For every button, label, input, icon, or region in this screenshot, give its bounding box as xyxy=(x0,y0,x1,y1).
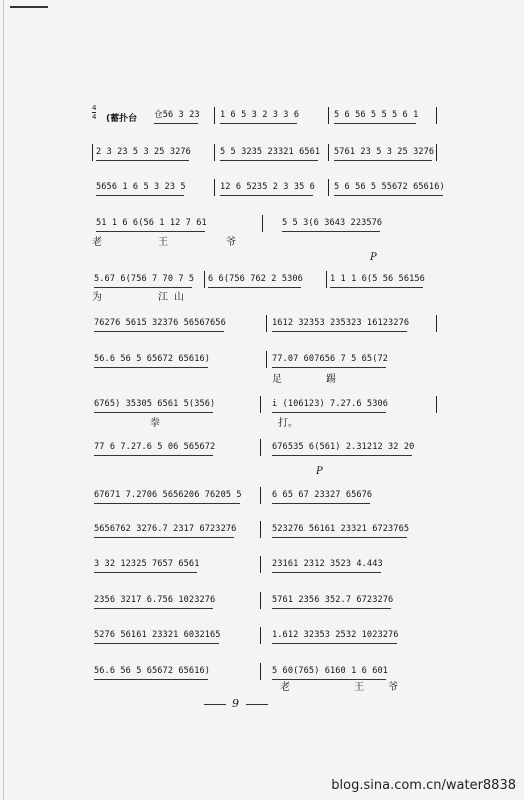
lyric: 老 xyxy=(280,682,290,693)
barline xyxy=(204,271,205,288)
barline xyxy=(266,315,267,332)
barline xyxy=(328,179,329,196)
measure: 6 6(756 762 2 5306 xyxy=(208,274,303,284)
measure: 2356 3217 6.756 1023276 xyxy=(94,595,216,605)
measure: 523276 56161 23321 6723765 xyxy=(272,524,410,534)
lyric: 拳 xyxy=(150,418,160,429)
page-number: 9 xyxy=(232,697,239,710)
score-line xyxy=(92,553,442,577)
barline xyxy=(260,521,261,538)
barline xyxy=(328,107,329,124)
lyric: 王 xyxy=(354,682,364,693)
measure: 仓56 3 23 xyxy=(154,110,200,120)
lyric: 打。 xyxy=(278,418,298,429)
measure: 5 6 56 5 55672 65616) xyxy=(334,182,445,192)
score-line xyxy=(92,348,442,372)
measure: 5276 56161 23321 6032165 xyxy=(94,630,221,640)
score-sheet xyxy=(92,0,445,800)
lyric: 王 xyxy=(158,237,168,248)
score-line xyxy=(92,660,442,684)
score-line xyxy=(92,176,445,200)
barline xyxy=(328,144,329,161)
lyric: 爷 xyxy=(226,237,236,248)
measure: 3 32 12325 7657 6561 xyxy=(94,559,200,569)
lyric: 江 xyxy=(158,292,168,303)
barline xyxy=(260,663,261,680)
measure: 77 6 7.27.6 5 06 565672 xyxy=(94,442,216,452)
lyric: 踢 xyxy=(326,374,336,385)
page-edge xyxy=(3,0,4,800)
measure: 5 60(765) 6160 1 6 601 xyxy=(272,666,389,676)
dynamic-marking: P xyxy=(370,252,377,263)
barline xyxy=(266,351,267,368)
watermark: blog.sina.com.cn/water8838 xyxy=(331,778,516,793)
measure: 2 3 23 5 3 25 3276 xyxy=(96,147,191,157)
barline xyxy=(436,144,437,161)
measure: 56.6 56 5 65672 65616) xyxy=(94,354,211,364)
score-line xyxy=(92,141,442,165)
barline xyxy=(262,215,263,232)
measure: 5656 1 6 5 3 23 5 xyxy=(96,182,186,192)
score-line xyxy=(92,436,442,460)
barline xyxy=(214,144,215,161)
barline xyxy=(260,592,261,609)
score-line xyxy=(92,484,442,508)
intro-label: (蓄扑台 xyxy=(106,114,138,124)
measure: 1 1 1 6(5 56 56156 xyxy=(330,274,425,284)
score-line xyxy=(92,589,442,613)
barline xyxy=(436,396,437,413)
lyric: 为 xyxy=(92,292,102,303)
measure: 6 65 67 23327 65676 xyxy=(272,490,373,500)
barline xyxy=(436,315,437,332)
barline xyxy=(260,556,261,573)
barline xyxy=(436,107,437,124)
measure: 676535 6(561) 2.31212 32 20 xyxy=(272,442,415,452)
measure: 1612 32353 235323 16123276 xyxy=(272,318,410,328)
barline xyxy=(326,271,327,288)
measure: 51 1 6 6(56 1 12 7 61 xyxy=(96,218,207,228)
barline xyxy=(92,144,93,161)
barline xyxy=(260,487,261,504)
measure: 5761 2356 352.7 6723276 xyxy=(272,595,394,605)
barline xyxy=(214,107,215,124)
score-line xyxy=(92,268,442,292)
measure: 56.6 56 5 65672 65616) xyxy=(94,666,211,676)
measure: 1.612 32353 2532 1023276 xyxy=(272,630,399,640)
measure: 5761 23 5 3 25 3276 xyxy=(334,147,435,157)
lyric: 老 xyxy=(92,237,102,248)
measure: 67671 7.2706 5656206 76205 5 xyxy=(94,490,242,500)
measure: 23161 2312 3523 4.443 xyxy=(272,559,383,569)
score-line xyxy=(92,518,442,542)
score-line xyxy=(92,104,442,128)
barline xyxy=(214,179,215,196)
measure: 12 6 5235 2 3 35 6 xyxy=(220,182,315,192)
dynamic-marking: P xyxy=(316,466,323,477)
measure: 5 5 3235 23321 6561 xyxy=(220,147,321,157)
measure: 77.07 607656 7 5 65(72 xyxy=(272,354,389,364)
page-number-dash xyxy=(204,704,226,705)
score-line xyxy=(92,624,442,648)
score-line xyxy=(92,393,442,417)
measure: 5 5 3(6 3643 223576 xyxy=(282,218,383,228)
measure: 6765) 35305 6561 5(356) xyxy=(94,399,216,409)
score-line xyxy=(92,212,442,236)
time-signature: 4 4 xyxy=(92,104,97,121)
barline xyxy=(260,627,261,644)
score-line xyxy=(92,312,442,336)
measure: 76276 5615 32376 56567656 xyxy=(94,318,226,328)
lyric: 山 xyxy=(174,292,184,303)
barline xyxy=(260,439,261,456)
measure: i (106123) 7.27.6 5306 xyxy=(272,399,389,409)
measure: 5 6 56 5 5 5 6 1 xyxy=(334,110,419,120)
lyric: 足 xyxy=(272,374,282,385)
top-rule xyxy=(10,6,48,8)
barline xyxy=(260,396,261,413)
lyric: 爷 xyxy=(388,682,398,693)
measure: 1 6 5 3 2 3 3 6 xyxy=(220,110,300,120)
measure: 5.67 6(756 7 70 7 5 xyxy=(94,274,195,284)
measure: 5656762 3276.7 2317 6723276 xyxy=(94,524,237,534)
page-number-dash xyxy=(246,704,268,705)
